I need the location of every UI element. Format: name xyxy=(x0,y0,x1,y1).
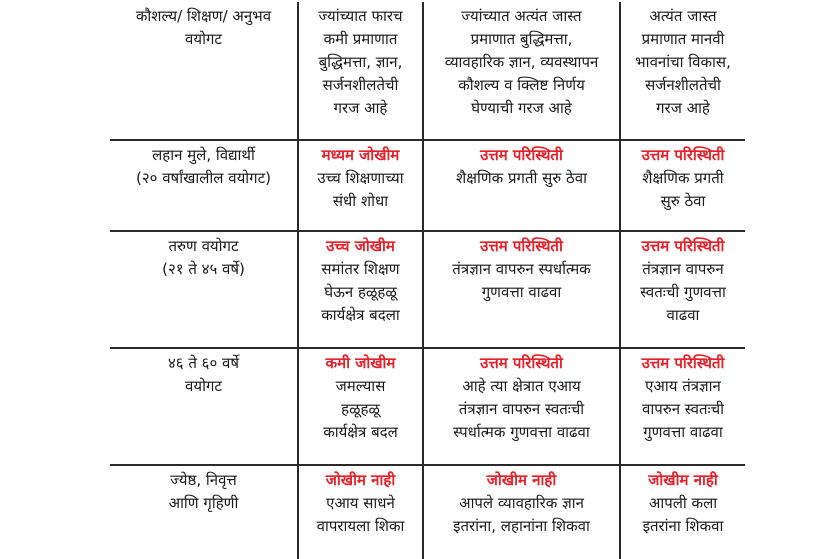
cell-text-line: इतरांना शिकवा xyxy=(642,517,724,535)
cell-text-line: आपले व्यावहारिक ज्ञान xyxy=(459,494,584,512)
risk-level: उत्तम परिस्थिती xyxy=(480,237,563,255)
row-label xyxy=(110,140,298,231)
cell-text-line: अत्यंत जास्त xyxy=(649,7,717,25)
cell-text-line: गरज आहे xyxy=(333,99,388,117)
cell-text-line: व्यावहारिक ज्ञान, व्यवस्थापन xyxy=(444,53,599,71)
row-label-line: तरुण वयोगट xyxy=(168,237,239,255)
cell-text-line: स्वतःची गुणवत्ता xyxy=(640,283,726,301)
table-cell xyxy=(620,348,745,465)
row-label-line: वयोगट xyxy=(185,30,222,48)
cell-text-line: घेऊन हळूहळू xyxy=(324,283,397,301)
cell-text-line: प्रमाणात बुद्धिमत्ता, xyxy=(470,30,573,48)
table-cell xyxy=(423,231,620,348)
cell-text-line: कौशल्य व क्लिष्ट निर्णय xyxy=(458,76,585,94)
table-cell xyxy=(423,465,620,559)
cell-text-line: ज्यांच्यात फारच xyxy=(318,7,403,25)
cell-text-line: शैक्षणिक प्रगती सुरु ठेवा xyxy=(456,169,587,187)
cell-text-line: कार्यक्षेत्र बदल xyxy=(323,423,398,441)
cell-text-line: एआय तंत्रज्ञान xyxy=(645,377,721,395)
cell-text-line: तंत्रज्ञान वापरुन xyxy=(642,260,724,278)
cell-text-line: हळूहळू xyxy=(341,400,380,418)
row-label xyxy=(110,348,298,465)
cell-text-line: उच्च शिक्षणाच्या xyxy=(317,169,404,187)
table-row xyxy=(110,348,745,465)
cell-text-line: ज्यांच्यात अत्यंत जास्त xyxy=(461,7,582,25)
row-label-line: (२० वर्षांखालील वयोगट) xyxy=(135,169,272,187)
row-label-line: कौशल्य/ शिक्षण/ अनुभव xyxy=(135,7,272,25)
risk-level: मध्यम जोखीम xyxy=(321,146,400,164)
row-label xyxy=(110,465,298,559)
risk-level: उच्च जोखीम xyxy=(326,237,395,255)
table-cell xyxy=(620,465,745,559)
table-cell xyxy=(620,231,745,348)
cell-text-line: गरज आहे xyxy=(656,99,710,117)
table-cell xyxy=(620,140,745,231)
cell-text-line: संधी शोधा xyxy=(332,192,389,210)
risk-level: जोखीम नाही xyxy=(648,471,718,489)
cell-text-line: कमी प्रमाणात xyxy=(323,30,398,48)
cell-text-line: तंत्रज्ञान वापरुन स्वतःची xyxy=(458,400,585,418)
cell-text-line: वाढवा xyxy=(666,306,700,324)
risk-level: उत्तम परिस्थिती xyxy=(641,146,725,164)
cell-text-line: इतरांना, लहानांना शिकवा xyxy=(453,517,590,535)
table-row xyxy=(110,2,745,140)
table-cell xyxy=(298,231,423,348)
row-label xyxy=(110,2,298,140)
cell-text-line: स्पर्धात्मक गुणवत्ता वाढवा xyxy=(453,423,590,441)
row-label-line: (२१ ते ४५ वर्षे) xyxy=(162,260,245,278)
risk-level: उत्तम परिस्थिती xyxy=(480,146,563,164)
cell-text-line: गुणवत्ता वाढवा xyxy=(481,283,562,301)
row-label-line: ज्येष्ठ, निवृत्त xyxy=(170,471,237,489)
table-cell xyxy=(298,465,423,559)
risk-level: कमी जोखीम xyxy=(325,354,396,372)
cell-text-line: तंत्रज्ञान वापरुन स्पर्धात्मक xyxy=(452,260,591,278)
table-cell xyxy=(298,140,423,231)
table-row xyxy=(110,465,745,559)
cell-text-line: आहे त्या क्षेत्रात एआय xyxy=(462,377,581,395)
cell-text-line: बुद्धिमत्ता, ज्ञान, xyxy=(318,53,403,71)
ai-risk-table xyxy=(110,2,745,559)
cell-text-line: प्रमाणात मानवी xyxy=(641,30,725,48)
row-label-line: ४६ ते ६० वर्षे xyxy=(167,354,240,372)
row-label-line: वयोगट xyxy=(185,377,222,395)
cell-text-line: जमल्यास xyxy=(335,377,386,395)
row-label xyxy=(110,231,298,348)
table-cell xyxy=(298,348,423,465)
risk-level: उत्तम परिस्थिती xyxy=(480,354,563,372)
table-row xyxy=(110,231,745,348)
cell-text-line: सर्जनशीलतेची xyxy=(322,76,399,94)
cell-text-line: समांतर शिक्षण xyxy=(321,260,400,278)
cell-text-line: आपली कला xyxy=(648,494,718,512)
cell-text-line: घेण्याची गरज आहे xyxy=(471,99,572,117)
table-cell xyxy=(620,2,745,140)
cell-text-line: वापरायला शिका xyxy=(316,517,405,535)
table-cell xyxy=(298,2,423,140)
table-row xyxy=(110,140,745,231)
row-label-line: लहान मुले, विद्यार्थी xyxy=(152,146,255,164)
risk-level: उत्तम परिस्थिती xyxy=(641,237,725,255)
table-cell xyxy=(423,348,620,465)
risk-level: जोखीम नाही xyxy=(486,471,557,489)
cell-text-line: कार्यक्षेत्र बदला xyxy=(321,306,400,324)
table-cell xyxy=(423,140,620,231)
cell-text-line: भावनांचा विकास, xyxy=(635,53,731,71)
cell-text-line: शैक्षणिक प्रगती xyxy=(642,169,724,187)
cell-text-line: सर्जनशीलतेची xyxy=(645,76,721,94)
table-cell xyxy=(423,2,620,140)
risk-level: जोखीम नाही xyxy=(325,471,396,489)
risk-level: उत्तम परिस्थिती xyxy=(641,354,725,372)
cell-text-line: वापरुन स्वतःची xyxy=(642,400,724,418)
row-label-line: आणि गृहिणी xyxy=(168,494,239,512)
cell-text-line: गुणवत्ता वाढवा xyxy=(643,423,723,441)
cell-text-line: एआय साधने xyxy=(326,494,395,512)
cell-text-line: सुरु ठेवा xyxy=(660,192,706,210)
